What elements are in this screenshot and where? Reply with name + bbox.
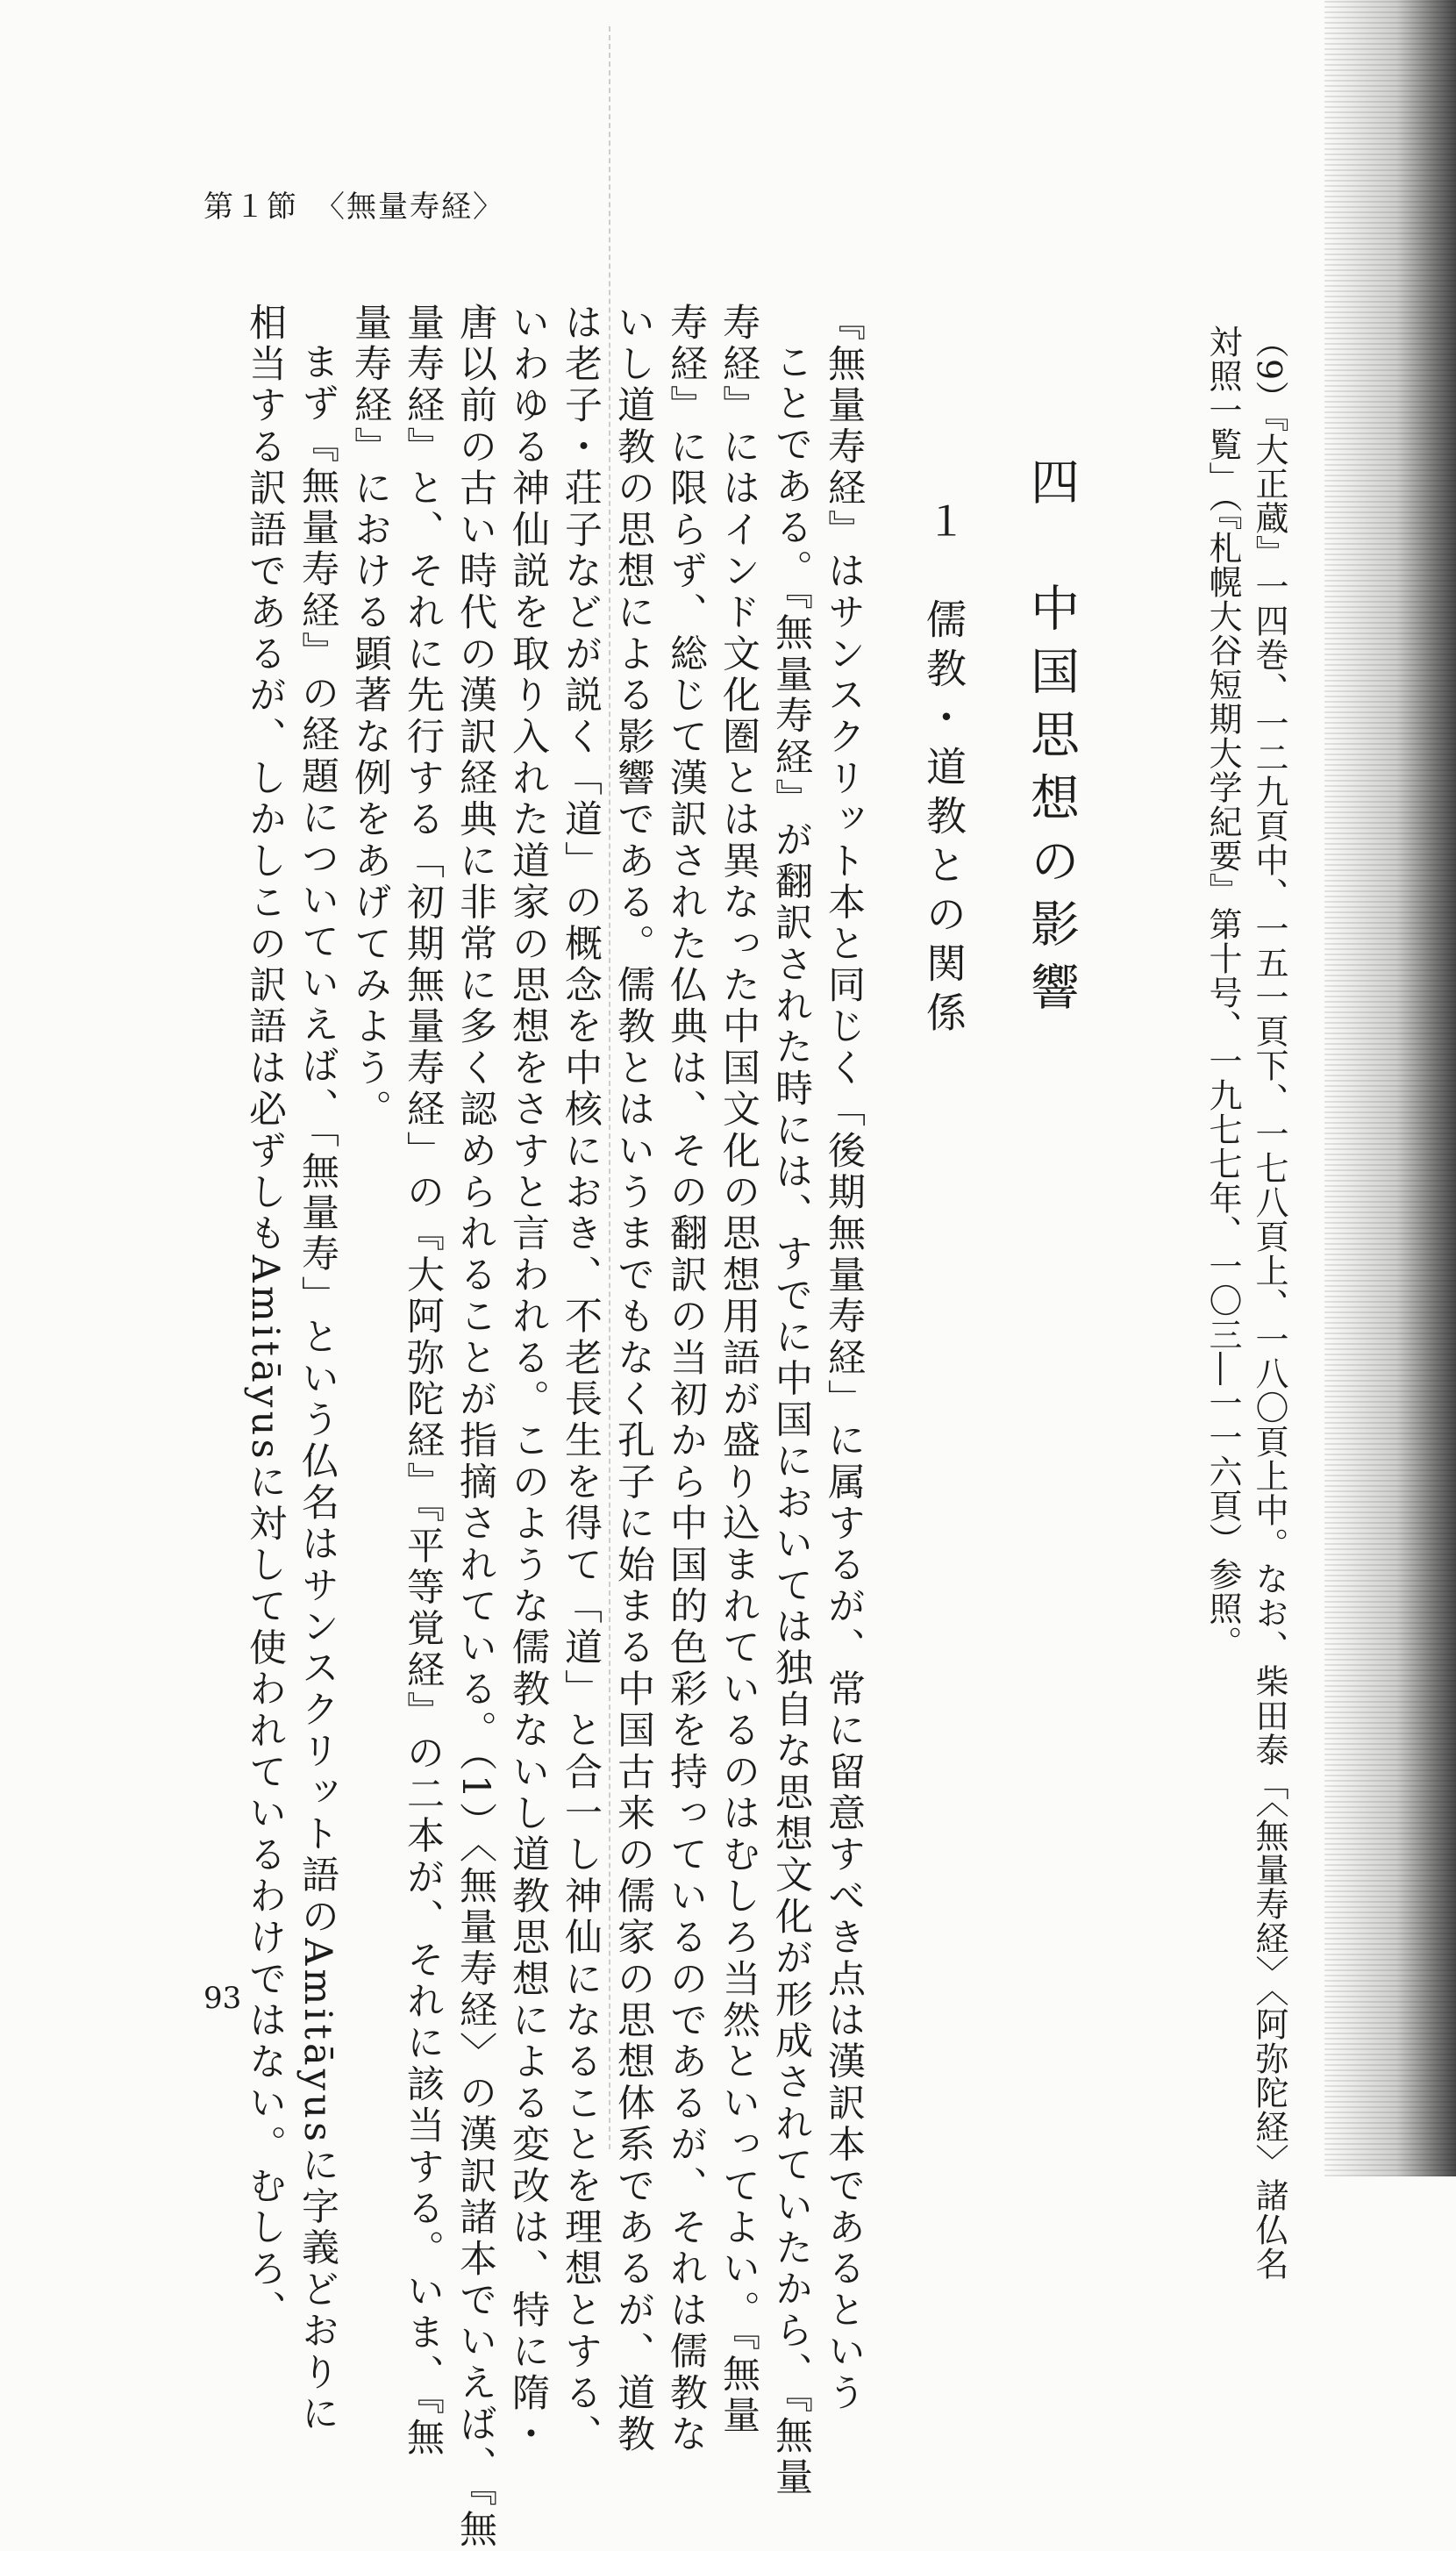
body-line-7: いわゆる神仙説を取り入れた道家の思想をさすと言われる。このような儒教ないし道教思想による変改は、特に隋・ bbox=[506, 303, 550, 2456]
body-line-11: まず『無量寿経』の経題についていえば、「無量寿」という仏名はサンスクリット語のAmitāyusに字義どおりに bbox=[296, 342, 339, 2435]
body-line-1: 『無量寿経』はサンスクリット本と同じく「後期無量寿経」に属するが、常に留意すべき点は漢訳本であるという bbox=[822, 303, 866, 2415]
body-line-4: 寿経』に限らず、総じて漢訳された仏典は、その翻訳の当初から中国的色彩を持っているのであるが、それは儒教な bbox=[664, 303, 708, 2456]
footnote-line-1: （9）『大正蔵』一四巻、一二九頁中、一五一頁下、一七八頁上、一八〇頁上中。なお、柴田泰「〈無量寿経〉〈阿弥陀経〉諸仏名 bbox=[1250, 325, 1288, 2282]
body-line-6: は老子・荘子などが説く「道」の概念を中核におき、不老長生を得て「道」と合一し神仙になることを理想とする、 bbox=[559, 303, 603, 2456]
body-line-5: いし道教の思想による影響である。儒教とはいうまでもなく孔子に始まる中国古来の儒家の思想体系であるが、道教 bbox=[611, 303, 655, 2456]
body-line-8: 唐以前の古い時代の漢訳経典に非常に多く認められることが指摘されている。（1）〈無量寿経〉の漢訳諸本でいえば、『無 bbox=[453, 303, 497, 2551]
section-heading: １ 儒教・道教との関係 bbox=[920, 500, 967, 1040]
body-line-3: 寿経』にはインド文化圏とは異なった中国文化の思想用語が盛り込まれているのはむしろ当然といってよい。『無量 bbox=[717, 303, 760, 2437]
scan-edge-shadow bbox=[1324, 0, 1456, 2176]
chapter-heading: 四 中国思想の影響 bbox=[1023, 456, 1080, 1025]
running-head: 第１節 〈無量寿経〉 bbox=[203, 189, 504, 225]
body-line-9: 量寿経』と、それに先行する「初期無量寿経」の『大阿弥陀経』『平等覚経』の二本が、それに該当する。いま、『無 bbox=[401, 303, 445, 2460]
body-line-2: ことである。『無量寿経』が翻訳された時には、すでに中国においては独自な思想文化が形成されていたから、『無量 bbox=[769, 342, 813, 2499]
footnote-line-2: 対照一覧」（『札幌大谷短期大学紀要』第十号、一九七七年、一〇三―一一六頁）参照。 bbox=[1203, 325, 1242, 1660]
page-number: 93 bbox=[203, 1981, 242, 2016]
page-fold-line bbox=[609, 26, 610, 2149]
body-line-10: 量寿経』における顕著な例をあげてみよう。 bbox=[348, 303, 392, 1131]
body-line-12: 相当する訳語であるが、しかしこの訳語は必ずしもAmitāyusに対して使われているわけではない。むしろ、 bbox=[243, 303, 287, 2332]
